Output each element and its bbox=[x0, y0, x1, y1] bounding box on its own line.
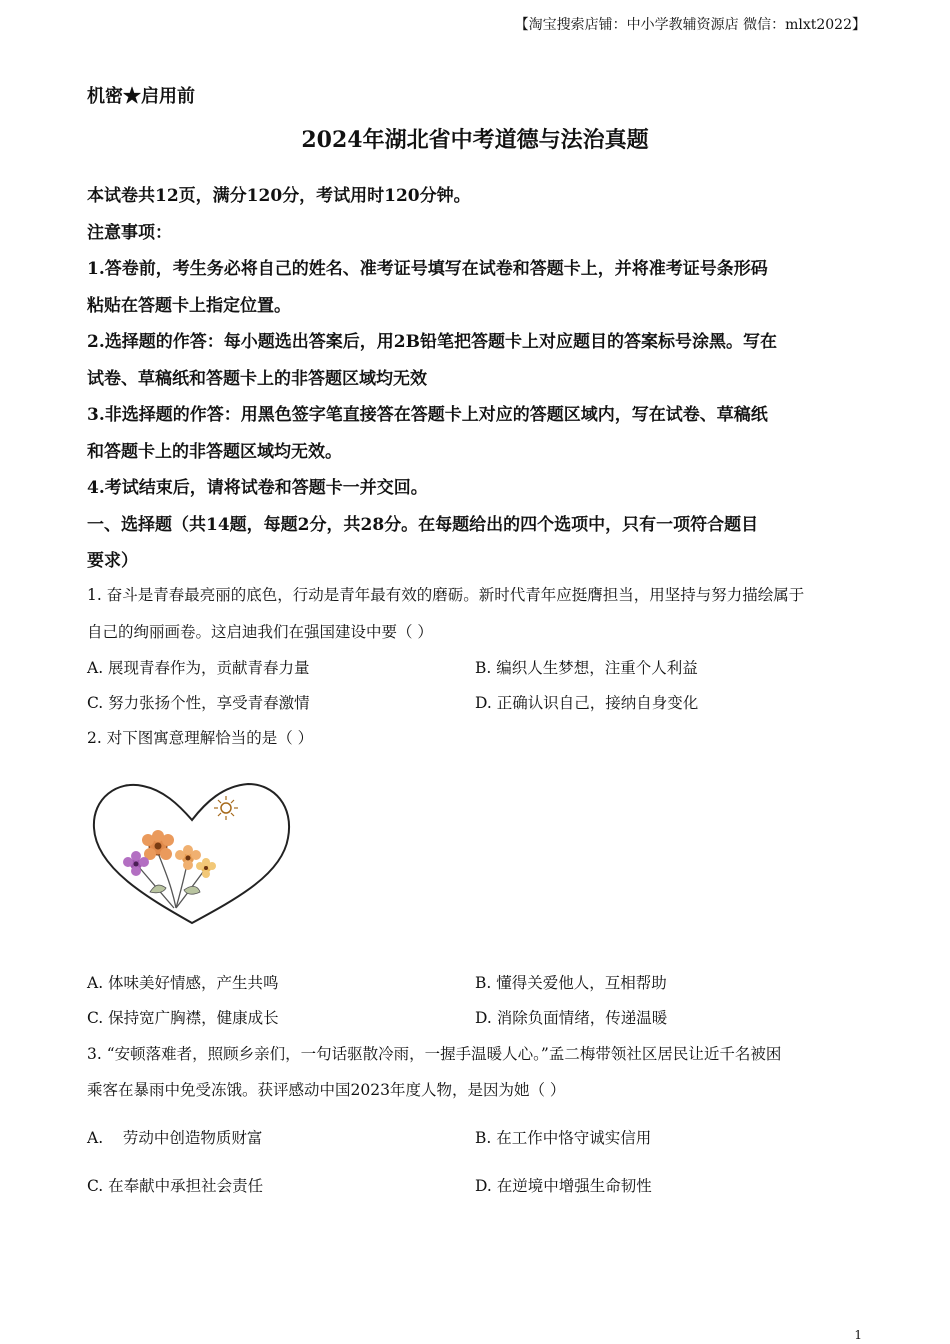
heart-flower-illustration bbox=[88, 758, 296, 938]
note-line: 粘贴在答题卡上指定位置。 bbox=[87, 296, 291, 316]
page-number: 1 bbox=[854, 1328, 862, 1342]
q1-stem: 1. 奋斗是青春最亮丽的底色，行动是青年最有效的磨砺。新时代青年应挺膺担当，用坚持与努力描绘属于 bbox=[87, 586, 805, 604]
q2-option-b: B. 懂得关爱他人，互相帮助 bbox=[475, 974, 667, 992]
note-line: 4.考试结束后，请将试卷和答题卡一并交回。 bbox=[87, 478, 428, 498]
q3-option-b: B. 在工作中恪守诚实信用 bbox=[475, 1129, 652, 1147]
q2-option-c: C. 保持宽广胸襟，健康成长 bbox=[87, 1009, 279, 1027]
q3-option-a: A. 劳动中创造物质财富 bbox=[87, 1129, 263, 1147]
q1-option-d: D. 正确认识自己，接纳自身变化 bbox=[475, 694, 699, 712]
header-note: 【淘宝搜索店铺：中小学教辅资源店 微信：mlxt2022】 bbox=[514, 17, 866, 33]
note-line: 试卷、草稿纸和答题卡上的非答题区域均无效 bbox=[87, 369, 427, 389]
note-line: 3.非选择题的作答：用黑色签字笔直接答在答题卡上对应的答题区域内，写在试卷、草稿纸 bbox=[87, 405, 768, 425]
secret-mark: 机密★启用前 bbox=[87, 86, 195, 107]
q1-option-b: B. 编织人生梦想，注重个人利益 bbox=[475, 659, 698, 677]
q1-option-a: A. 展现青春作为，贡献青春力量 bbox=[87, 659, 310, 677]
q3-option-d: D. 在逆境中增强生命韧性 bbox=[475, 1177, 652, 1195]
q1-option-c: C. 努力张扬个性，享受青春激情 bbox=[87, 694, 310, 712]
note-line: 2.选择题的作答：每小题选出答案后，用2B铅笔把答题卡上对应题目的答案标号涂黑。写在 bbox=[87, 332, 777, 352]
section-heading-cont: 要求） bbox=[87, 551, 138, 571]
q2-option-d: D. 消除负面情绪，传递温暖 bbox=[475, 1009, 668, 1027]
q2-stem: 2. 对下图寓意理解恰当的是（ ） bbox=[87, 729, 314, 747]
exam-intro: 本试卷共12页，满分120分，考试用时120分钟。 bbox=[87, 186, 471, 206]
q2-option-a: A. 体味美好情感，产生共鸣 bbox=[87, 974, 279, 992]
section-heading: 一、选择题（共14题，每题2分，共28分。在每题给出的四个选项中，只有一项符合题目 bbox=[87, 515, 759, 535]
q3-stem: 3. “安顿落难者，照顾乡亲们，一句话驱散冷雨，一握手温暖人心。”孟二梅带领社区居民让近千名被困 bbox=[87, 1045, 782, 1063]
q3-stem-cont: 乘客在暴雨中免受冻饿。获评感动中国2023年度人物，是因为她（ ） bbox=[87, 1081, 566, 1099]
q3-option-c: C. 在奉献中承担社会责任 bbox=[87, 1177, 264, 1195]
notes-heading: 注意事项： bbox=[87, 223, 172, 243]
q1-stem-cont: 自己的绚丽画卷。这启迪我们在强国建设中要（ ） bbox=[87, 623, 433, 641]
page-title: 2024年湖北省中考道德与法治真题 bbox=[301, 127, 649, 153]
note-line: 1.答卷前，考生务必将自己的姓名、准考证号填写在试卷和答题卡上，并将准考证号条形码 bbox=[87, 259, 768, 279]
note-line: 和答题卡上的非答题区域均无效。 bbox=[87, 442, 342, 462]
